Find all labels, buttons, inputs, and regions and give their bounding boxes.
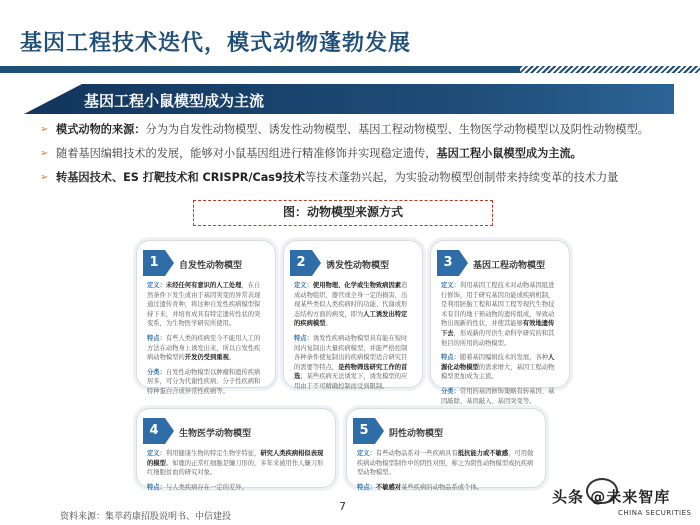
definition-text: 利用基因工程技术对动物基因组进行修饰，用于研究基因功能或疾病机制，是利用胚胎工程和基因工程等现代生物技术有目的地干预动物的遗传组成，导致动物出现新的性状，并使其能够 xyxy=(441,282,555,328)
card-body xyxy=(284,277,422,392)
feature-text: 有些人类的疾病至今不能用人工的方法在动物身上诱发出来，所以自发性疾病动物模型的 xyxy=(147,334,261,362)
definition-label: 定义： xyxy=(147,282,166,289)
definition-highlight: 人工诱发出特定的疾病模型 xyxy=(294,310,408,328)
definition-text-end: 。 xyxy=(325,320,332,328)
bullet-item xyxy=(40,170,696,186)
feature-highlight: 是药物筛选研究工作的首选 xyxy=(294,363,408,381)
card-title: 自发性动物模型 xyxy=(179,261,243,271)
classification-label: 分类： xyxy=(147,368,166,376)
model-card-biomedical xyxy=(136,408,336,491)
bullet-bold: 基因工程小鼠模型成为主流。 xyxy=(436,147,582,160)
watermark-text: 头条 @未来智库 xyxy=(552,488,671,506)
feature-text: 诱发性疾病动物模型具有能在短时间内复制出大量疾病模型，并能严格控制各种条件使复制出的疾病模型适合研究目的需要等特点， xyxy=(294,334,408,371)
model-card-negative xyxy=(346,408,546,491)
classification-label: 分类： xyxy=(441,387,460,395)
definition-highlight: 使用物理、化学或生物致病因素 xyxy=(312,282,402,289)
arrow-bullet-icon: ➢ xyxy=(40,172,49,183)
feature-label: 特点： xyxy=(441,354,460,362)
card-title: 阴性动物模型 xyxy=(389,429,444,439)
definition-label: 定义： xyxy=(294,282,313,289)
feature-highlight: 不敏感对 xyxy=(375,483,402,491)
definition-text: 利用健康生物的特定生物学特征， xyxy=(165,450,261,457)
chevron-right-icon xyxy=(165,418,174,444)
feature-text: 与人类疾病存在一定的差异。 xyxy=(165,483,248,491)
bullet-bold: 转基因技术、ES 打靶技术和 CRISPR/Cas9技术 xyxy=(56,171,306,184)
model-card-genetic-engineering xyxy=(430,240,570,405)
definition-label: 定义： xyxy=(441,282,460,289)
feature-text: 某些疾病的动物品系或个体。 xyxy=(401,483,483,491)
figure-title: 图：动物模型来源方式 xyxy=(193,200,493,226)
bullet-text: 分为为自发性动物模型、诱发性动物模型、基因工程动物模型、生物医学动物模型以及阴性动物模型。 xyxy=(145,123,649,136)
chevron-right-icon xyxy=(312,250,321,276)
definition-highlight: 有效地遗传下去 xyxy=(441,320,555,337)
bullet-list xyxy=(40,122,696,194)
card-number: 5 xyxy=(353,418,375,444)
feature-label: 特点： xyxy=(294,334,313,342)
card-body xyxy=(347,445,545,492)
definition-label: 定义： xyxy=(357,450,376,457)
arrow-bullet-icon: ➢ xyxy=(40,124,49,135)
feature-label: 特点： xyxy=(357,483,376,491)
definition-text: ，在自然条件下发生或由于基因突变的异常表现通过遗传育种，将这种自发性疾病模型保持下来，并培育成具有特定遗传性状的突变系，为生物医学研究所使用。 xyxy=(147,282,261,328)
classification-text: 自发性动物模型以肿瘤和遗传疾病居多，可分为代谢性疾病、分子性疾病和特种蛋白合成异常性疾病等。 xyxy=(147,368,261,395)
feature-text-end: 。 xyxy=(228,354,236,362)
bullet-bold: 模式动物的来源： xyxy=(56,123,146,136)
banner-notch xyxy=(24,84,82,114)
card-title: 诱发性动物模型 xyxy=(326,261,390,271)
source-note: 资料来源：集萃药康招股说明书、中信建投 xyxy=(60,512,232,522)
feature-highlight: 开发仍受到重视 xyxy=(184,354,229,362)
definition-text-end: 。如鹿的正常红细胞是镰刀形的，多年来被用作人镰刀形红细胞贫血的研究对象。 xyxy=(147,459,324,477)
bullet-text: 等技术蓬勃兴起，为实验动物模型创制带来持续变革的技术力量 xyxy=(305,171,619,184)
feature-highlight: 人源化动物模型 xyxy=(441,354,555,371)
definition-highlight: 研究人类疾病相似表现的模型 xyxy=(147,450,324,467)
definition-text: 造成动物组织、器官或全身一定的损害，出现某些类似人类疾病时的功能、代谢或形态结构方面的病变，即为 xyxy=(294,282,408,318)
page-title: 基因工程技术迭代，模式动物蓬勃发展 xyxy=(20,31,412,56)
classification-text: 常用的基因修饰策略有转基因、基因敲除、基因敲入、基因突变等。 xyxy=(441,387,555,405)
card-body xyxy=(137,445,335,492)
model-card-spontaneous xyxy=(136,240,276,395)
section-banner-title: 基因工程小鼠模型成为主流 xyxy=(84,92,265,110)
watermark-subtext: CHINA SECURITIES xyxy=(618,509,692,517)
definition-text: 有些动物品系对一些疾病具有 xyxy=(375,450,458,457)
card-number: 2 xyxy=(290,250,312,276)
card-number: 1 xyxy=(143,250,165,276)
feature-label: 特点： xyxy=(147,483,166,491)
card-number: 3 xyxy=(437,250,459,276)
feature-text-end: ；某些疾病无法诱发下，诱发模型的应用由于不可精确控制而受到限制。 xyxy=(294,373,408,390)
model-card-induced xyxy=(283,240,423,388)
arrow-bullet-icon: ➢ xyxy=(40,148,49,159)
definition-label: 定义： xyxy=(147,450,166,457)
definition-highlight: 未经任何有意识的人工处理 xyxy=(165,282,242,289)
page-number: 7 xyxy=(339,500,346,513)
card-title: 生物医学动物模型 xyxy=(179,429,252,439)
chevron-right-icon xyxy=(459,250,468,276)
definition-text-end: ，形成新的可供生命科学研究的和其他目的所用的动物模型。 xyxy=(441,329,555,347)
chevron-right-icon xyxy=(165,250,174,276)
card-body xyxy=(137,277,275,397)
definition-text-end: ，可用做疾病动物模型制作中的阴性对照，称之为阴性动物模型或抗疾病型动物模型。 xyxy=(357,450,534,477)
chevron-right-icon xyxy=(375,418,384,444)
bullet-text: 随着基因编辑技术的发展，能够对小鼠基因组进行精准修饰并实现稳定遗传， xyxy=(56,147,437,160)
bullet-item xyxy=(40,146,696,162)
title-underline xyxy=(0,66,700,73)
definition-highlight: 抵抗能力或不敏感 xyxy=(457,450,509,457)
feature-label: 特点： xyxy=(147,334,166,342)
card-number: 4 xyxy=(143,418,165,444)
feature-text-end: 的需求增大，基因工程动物模型更加成为主流。 xyxy=(441,363,555,381)
card-title: 基因工程动物模型 xyxy=(473,261,546,271)
card-body xyxy=(431,277,569,406)
feature-text: 随着基因编辑技术的发展，各种 xyxy=(459,354,549,362)
bullet-item xyxy=(40,122,696,138)
